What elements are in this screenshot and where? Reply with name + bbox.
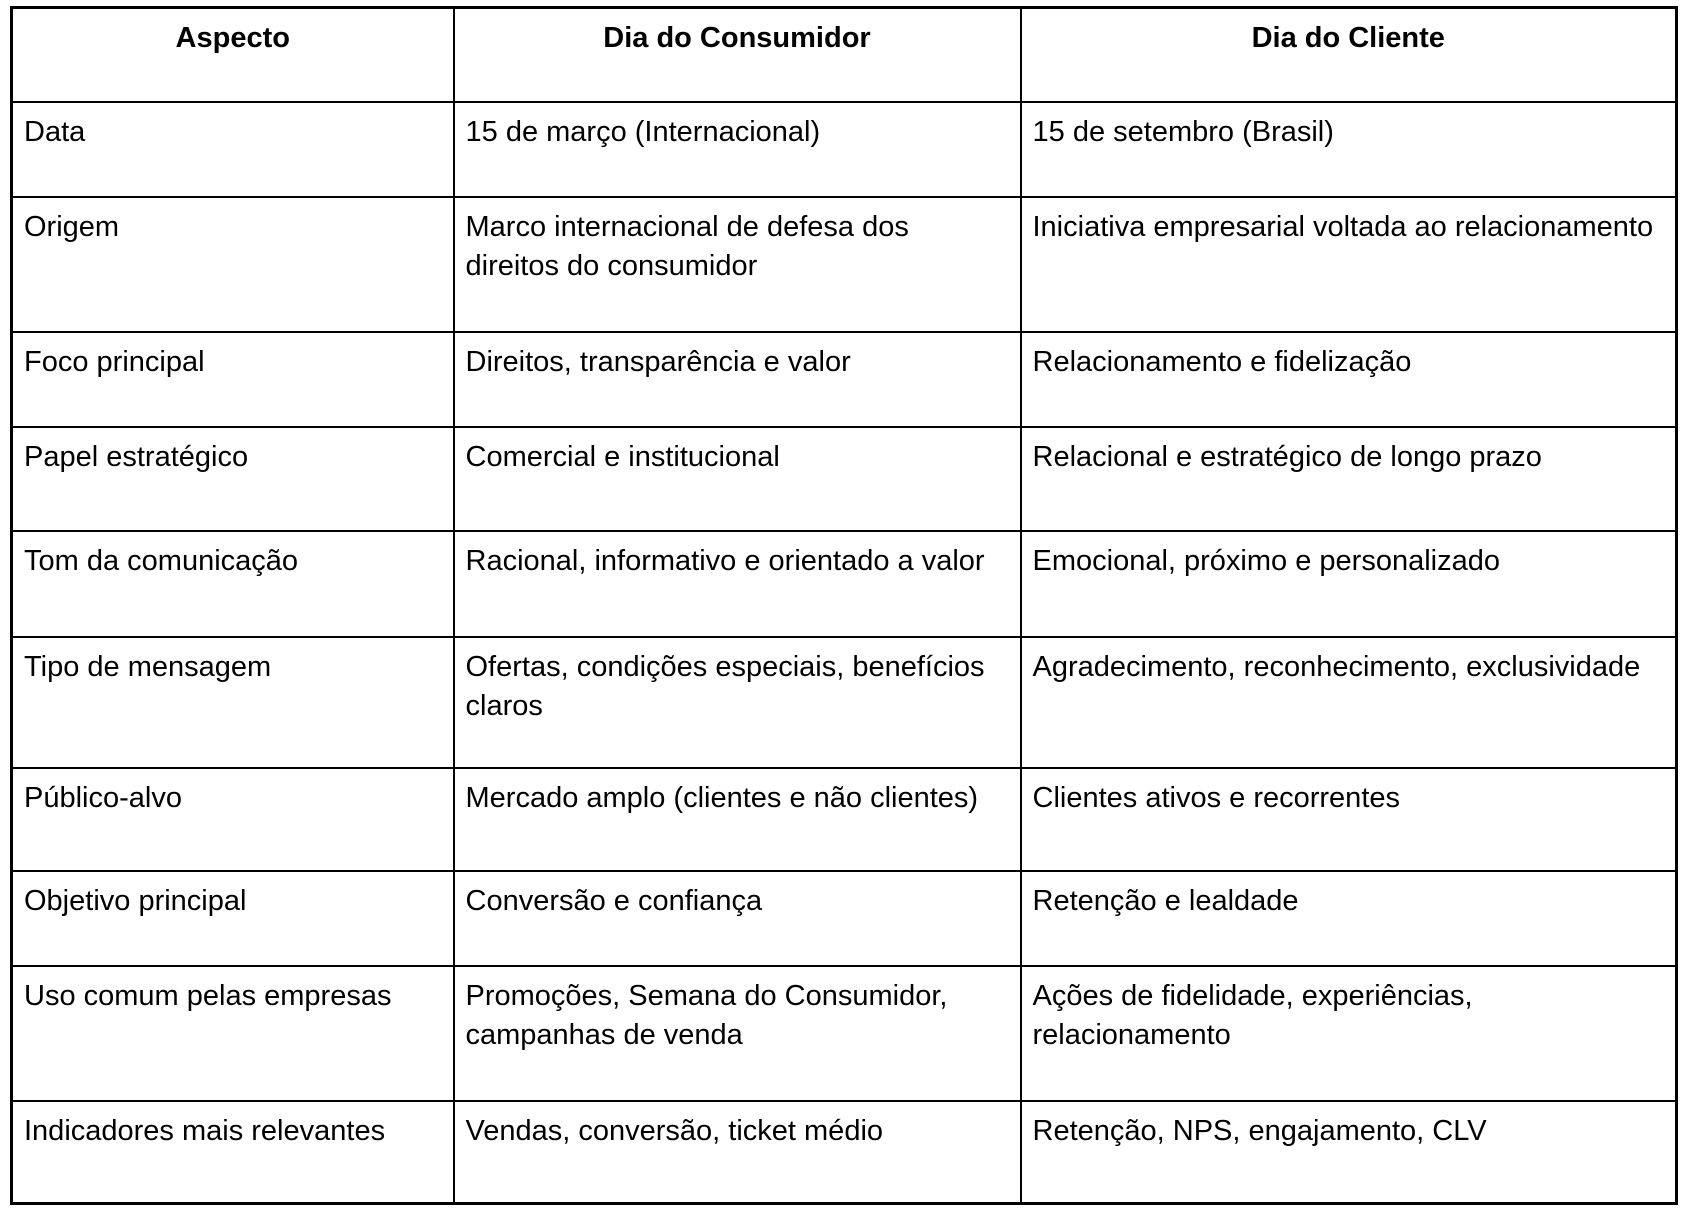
aspect-cell: Uso comum pelas empresas: [12, 966, 454, 1101]
aspect-cell: Tom da comunicação: [12, 531, 454, 637]
cliente-cell: 15 de setembro (Brasil): [1021, 102, 1677, 197]
table-row: [12, 1101, 1677, 1204]
aspect-cell: Foco principal: [12, 332, 454, 427]
consumidor-cell: Vendas, conversão, ticket médio: [454, 1101, 1021, 1204]
consumidor-cell: Ofertas, condições especiais, benefícios claros: [454, 637, 1021, 768]
consumidor-cell: Racional, informativo e orientado a valor: [454, 531, 1021, 637]
table-row: [12, 427, 1677, 531]
consumidor-cell: Conversão e confiança: [454, 871, 1021, 966]
header-row: [12, 8, 1677, 102]
aspect-cell: Tipo de mensagem: [12, 637, 454, 768]
comparison-table: [10, 6, 1678, 1205]
cliente-cell: Iniciativa empresarial voltada ao relacionamento: [1021, 197, 1677, 332]
table-row: [12, 531, 1677, 637]
cliente-cell: Agradecimento, reconhecimento, exclusividade: [1021, 637, 1677, 768]
consumidor-cell: Direitos, transparência e valor: [454, 332, 1021, 427]
column-header-dia-do-consumidor: Dia do Consumidor: [454, 8, 1021, 102]
cliente-cell: Clientes ativos e recorrentes: [1021, 768, 1677, 871]
table-row: [12, 966, 1677, 1101]
cliente-cell: Retenção, NPS, engajamento, CLV: [1021, 1101, 1677, 1204]
consumidor-cell: Mercado amplo (clientes e não clientes): [454, 768, 1021, 871]
cliente-cell: Ações de fidelidade, experiências, relacionamento: [1021, 966, 1677, 1101]
table-row: [12, 332, 1677, 427]
table-row: [12, 102, 1677, 197]
aspect-cell: Papel estratégico: [12, 427, 454, 531]
consumidor-cell: Promoções, Semana do Consumidor, campanhas de venda: [454, 966, 1021, 1101]
consumidor-cell: Marco internacional de defesa dos direitos do consumidor: [454, 197, 1021, 332]
aspect-cell: Indicadores mais relevantes: [12, 1101, 454, 1204]
cliente-cell: Relacional e estratégico de longo prazo: [1021, 427, 1677, 531]
aspect-cell: Objetivo principal: [12, 871, 454, 966]
table-row: [12, 871, 1677, 966]
consumidor-cell: Comercial e institucional: [454, 427, 1021, 531]
column-header-dia-do-cliente: Dia do Cliente: [1021, 8, 1677, 102]
table-row: [12, 637, 1677, 768]
aspect-cell: Público-alvo: [12, 768, 454, 871]
aspect-cell: Origem: [12, 197, 454, 332]
aspect-cell: Data: [12, 102, 454, 197]
table-row: [12, 197, 1677, 332]
cliente-cell: Emocional, próximo e personalizado: [1021, 531, 1677, 637]
cliente-cell: Relacionamento e fidelização: [1021, 332, 1677, 427]
cliente-cell: Retenção e lealdade: [1021, 871, 1677, 966]
table-row: [12, 768, 1677, 871]
column-header-aspecto: Aspecto: [12, 8, 454, 102]
consumidor-cell: 15 de março (Internacional): [454, 102, 1021, 197]
